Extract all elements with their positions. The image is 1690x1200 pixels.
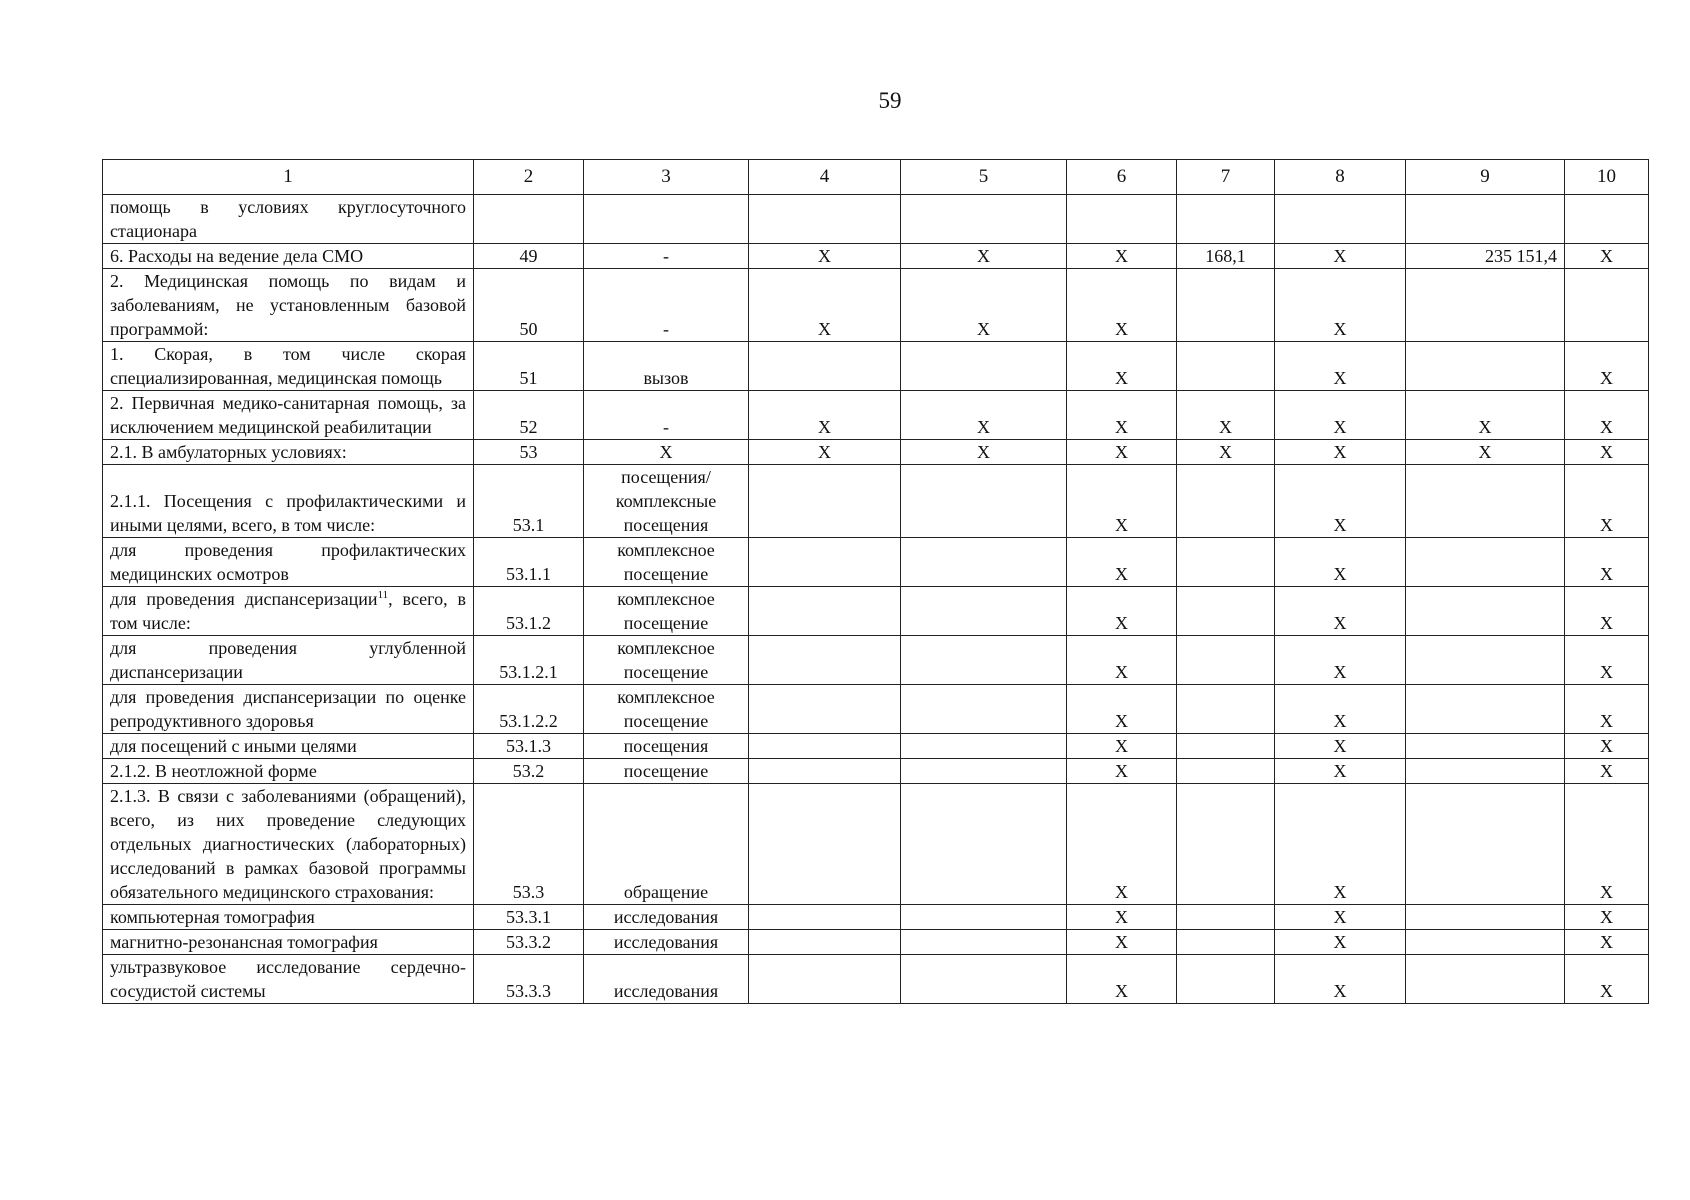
cell-col-8: X [1275,930,1406,955]
cell-col-8: X [1275,685,1406,734]
row-name: 1. Скорая, в том числе скорая специализированная, медицинская помощь [103,342,474,391]
data-table [102,159,1649,1004]
cell-col-6: X [1067,465,1177,538]
row-name: 2. Медицинская помощь по видам и заболеваниям, не установленным базовой программой: [103,269,474,342]
row-unit: исследования [584,955,749,1004]
cell-col-5 [901,784,1067,905]
table-row [103,342,1649,391]
cell-col-6: X [1067,734,1177,759]
cell-col-10: X [1565,905,1649,930]
cell-col-5 [901,195,1067,244]
cell-col-5 [901,905,1067,930]
cell-col-8: X [1275,587,1406,636]
cell-col-6: X [1067,587,1177,636]
cell-col-9 [1406,734,1565,759]
row-name: для проведения диспансеризации по оценке репродуктивного здоровья [103,685,474,734]
cell-col-5: X [901,440,1067,465]
cell-col-7: X [1177,391,1275,440]
cell-col-9 [1406,930,1565,955]
cell-col-9 [1406,465,1565,538]
cell-col-7 [1177,685,1275,734]
cell-col-10: X [1565,930,1649,955]
column-header: 1 [103,160,474,195]
cell-col-9: X [1406,391,1565,440]
row-code: 50 [474,269,584,342]
row-unit: - [584,391,749,440]
cell-col-10: X [1565,244,1649,269]
table-row [103,465,1649,538]
row-name-text: для проведения диспансеризации [110,589,378,609]
row-code: 53.2 [474,759,584,784]
row-code: 53.1.2 [474,587,584,636]
row-name: 2.1. В амбулаторных условиях: [103,440,474,465]
cell-col-6: X [1067,905,1177,930]
table-row [103,930,1649,955]
cell-col-7 [1177,905,1275,930]
row-name: 2. Первичная медико-санитарная помощь, за исключением медицинской реабилитации [103,391,474,440]
column-header: 2 [474,160,584,195]
cell-col-10: X [1565,465,1649,538]
cell-col-8: X [1275,269,1406,342]
cell-col-9 [1406,269,1565,342]
cell-col-9: X [1406,440,1565,465]
cell-col-4: X [749,440,901,465]
row-name: для проведения профилактических медицинских осмотров [103,538,474,587]
row-name: ультразвуковое исследование сердечно-сосудистой системы [103,955,474,1004]
cell-col-7 [1177,195,1275,244]
cell-col-7: 168,1 [1177,244,1275,269]
cell-col-10: X [1565,391,1649,440]
cell-col-9 [1406,195,1565,244]
cell-col-5 [901,465,1067,538]
column-header: 9 [1406,160,1565,195]
cell-col-4 [749,587,901,636]
footnote-ref: 11 [377,589,389,601]
cell-col-5 [901,759,1067,784]
row-name-tail: , всего, в том числе: [110,589,466,633]
cell-col-6: X [1067,636,1177,685]
cell-col-7 [1177,465,1275,538]
cell-col-6: X [1067,784,1177,905]
table-row [103,955,1649,1004]
table-row [103,391,1649,440]
row-unit: обращение [584,784,749,905]
cell-col-8: X [1275,465,1406,538]
cell-col-6: X [1067,685,1177,734]
column-header: 4 [749,160,901,195]
cell-col-8: X [1275,244,1406,269]
row-code: 53.1.2.1 [474,636,584,685]
cell-col-10: X [1565,955,1649,1004]
cell-col-4 [749,905,901,930]
cell-col-10: X [1565,342,1649,391]
table-row [103,636,1649,685]
cell-col-10 [1565,269,1649,342]
cell-col-4 [749,784,901,905]
cell-col-6: X [1067,538,1177,587]
cell-col-8: X [1275,636,1406,685]
row-code: 53.1 [474,465,584,538]
row-code: 53.3.3 [474,955,584,1004]
cell-col-9 [1406,587,1565,636]
row-code: 53.1.1 [474,538,584,587]
cell-col-10: X [1565,440,1649,465]
cell-col-8: X [1275,955,1406,1004]
row-code: 53.3.1 [474,905,584,930]
row-code: 53 [474,440,584,465]
cell-col-7 [1177,269,1275,342]
cell-col-8: X [1275,391,1406,440]
cell-col-4: X [749,269,901,342]
cell-col-10: X [1565,734,1649,759]
cell-col-7 [1177,734,1275,759]
cell-col-4 [749,195,901,244]
cell-col-5 [901,930,1067,955]
row-name: 2.1.3. В связи с заболеваниями (обращений), всего, из них проведение следующих отдельных диагностических (лабораторных) исследований в рамках базовой программы обязательного медицинского страхования: [103,784,474,905]
cell-col-6: X [1067,244,1177,269]
cell-col-5 [901,538,1067,587]
cell-col-9 [1406,905,1565,930]
row-name: 2.1.2. В неотложной форме [103,759,474,784]
cell-col-4 [749,685,901,734]
table-row [103,759,1649,784]
cell-col-5 [901,342,1067,391]
cell-col-6: X [1067,759,1177,784]
row-unit: посещение [584,759,749,784]
cell-col-5 [901,685,1067,734]
cell-col-4: X [749,244,901,269]
row-unit: исследования [584,905,749,930]
cell-col-7 [1177,955,1275,1004]
cell-col-4 [749,538,901,587]
cell-col-8 [1275,195,1406,244]
row-unit: комплексное посещение [584,636,749,685]
cell-col-9 [1406,759,1565,784]
cell-col-9 [1406,955,1565,1004]
row-unit: исследования [584,930,749,955]
row-name: для посещений с иными целями [103,734,474,759]
cell-col-4 [749,734,901,759]
table-row [103,905,1649,930]
cell-col-6: X [1067,342,1177,391]
row-unit [584,195,749,244]
table-row [103,195,1649,244]
cell-col-7 [1177,930,1275,955]
cell-col-4 [749,759,901,784]
cell-col-10: X [1565,587,1649,636]
table-row [103,440,1649,465]
cell-col-6: X [1067,391,1177,440]
cell-col-4 [749,465,901,538]
table-row [103,538,1649,587]
row-name: 6. Расходы на ведение дела СМО [103,244,474,269]
table-row [103,244,1649,269]
row-unit: комплексное посещение [584,538,749,587]
cell-col-8: X [1275,440,1406,465]
table-row [103,734,1649,759]
row-unit: посещения [584,734,749,759]
cell-col-6: X [1067,930,1177,955]
row-unit: комплексное посещение [584,685,749,734]
cell-col-6: X [1067,269,1177,342]
cell-col-10 [1565,195,1649,244]
cell-col-7 [1177,587,1275,636]
cell-col-4 [749,636,901,685]
cell-col-4 [749,955,901,1004]
table-row [103,685,1649,734]
cell-col-7: X [1177,440,1275,465]
row-code: 52 [474,391,584,440]
row-code: 53.3 [474,784,584,905]
table-row [103,784,1649,905]
cell-col-5 [901,587,1067,636]
cell-col-7 [1177,784,1275,905]
row-unit: - [584,244,749,269]
row-code: 51 [474,342,584,391]
row-unit: посещения/ комплексные посещения [584,465,749,538]
row-name: помощь в условиях круглосуточного стационара [103,195,474,244]
cell-col-8: X [1275,734,1406,759]
cell-col-9 [1406,685,1565,734]
cell-col-9 [1406,636,1565,685]
cell-col-5: X [901,244,1067,269]
column-header: 10 [1565,160,1649,195]
cell-col-6: X [1067,440,1177,465]
row-name: компьютерная томография [103,905,474,930]
cell-col-7 [1177,538,1275,587]
page-number: 59 [878,88,902,113]
column-number-row [103,160,1649,195]
row-name [103,587,474,636]
row-name: для проведения углубленной диспансеризации [103,636,474,685]
cell-col-4 [749,930,901,955]
column-header: 5 [901,160,1067,195]
row-unit: - [584,269,749,342]
cell-col-10: X [1565,759,1649,784]
cell-col-6: X [1067,955,1177,1004]
cell-col-8: X [1275,784,1406,905]
row-code: 53.1.2.2 [474,685,584,734]
table-row [103,587,1649,636]
cell-col-4 [749,342,901,391]
cell-col-5 [901,955,1067,1004]
cell-col-8: X [1275,759,1406,784]
cell-col-10: X [1565,784,1649,905]
row-unit: комплексное посещение [584,587,749,636]
cell-col-8: X [1275,905,1406,930]
cell-col-7 [1177,759,1275,784]
column-header: 7 [1177,160,1275,195]
cell-col-6 [1067,195,1177,244]
table-row [103,269,1649,342]
row-unit: X [584,440,749,465]
cell-col-5: X [901,391,1067,440]
cell-col-9 [1406,538,1565,587]
row-code [474,195,584,244]
row-code: 53.3.2 [474,930,584,955]
row-code: 49 [474,244,584,269]
cell-col-5 [901,734,1067,759]
cell-col-5: X [901,269,1067,342]
cell-col-10: X [1565,636,1649,685]
cell-col-7 [1177,342,1275,391]
column-header: 6 [1067,160,1177,195]
column-header: 8 [1275,160,1406,195]
row-name: магнитно-резонансная томография [103,930,474,955]
cell-col-4: X [749,391,901,440]
cell-col-9 [1406,342,1565,391]
cell-col-5 [901,636,1067,685]
cell-col-8: X [1275,342,1406,391]
cell-col-9 [1406,784,1565,905]
cell-col-10: X [1565,538,1649,587]
cell-col-8: X [1275,538,1406,587]
cell-col-9: 235 151,4 [1406,244,1565,269]
row-name: 2.1.1. Посещения с профилактическими и иными целями, всего, в том числе: [103,465,474,538]
row-code: 53.1.3 [474,734,584,759]
cell-col-10: X [1565,685,1649,734]
row-unit: вызов [584,342,749,391]
cell-col-7 [1177,636,1275,685]
column-header: 3 [584,160,749,195]
